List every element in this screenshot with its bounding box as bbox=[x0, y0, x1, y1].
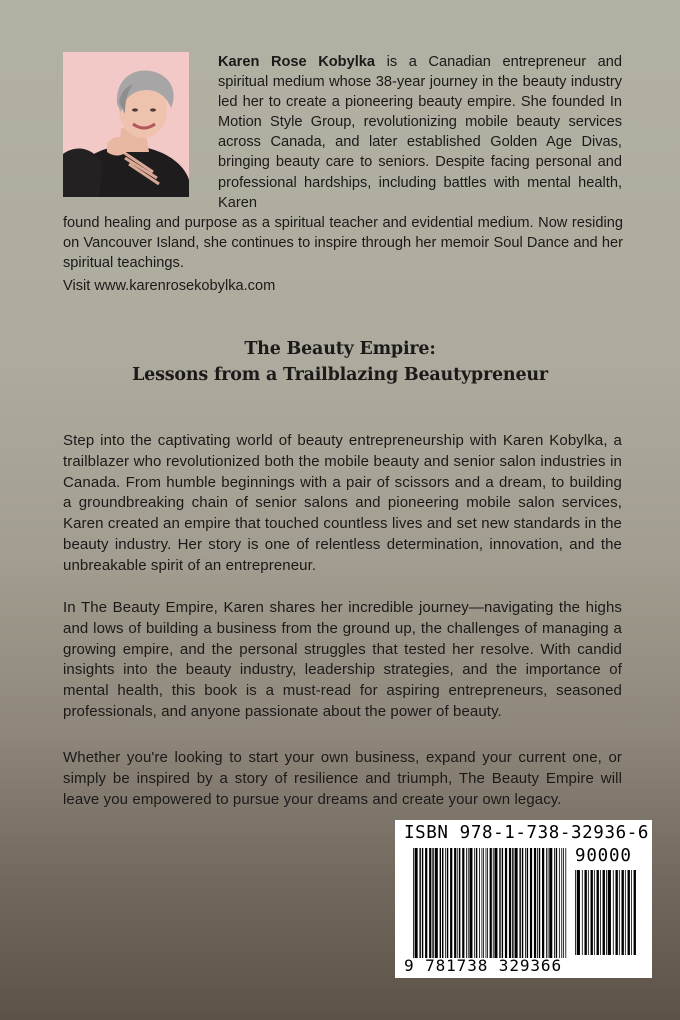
barcode-bar bbox=[628, 870, 630, 955]
barcode-bar bbox=[440, 848, 441, 958]
barcode-bar bbox=[413, 848, 414, 958]
barcode-bar bbox=[490, 848, 492, 958]
description-paragraph-1: Step into the captivating world of beauty entrepreneurship with Karen Kobylka, a trailblazer who revolutionized both the mobile beauty and senior salon industries in Canada. From humble beginnings with a pair of scissors and a dream, to building a groundbreaking chain of senior salons and pioneering mobile salon services, Karen created an empire that touched countless lives and set new standards in the beauty industry. Her story is one of relentless determination, innovation, and the unbreakable spirit of an entrepreneur. bbox=[63, 432, 622, 574]
isbn-label: ISBN 978-1-738-32936-6 bbox=[404, 823, 649, 843]
barcode-bar bbox=[486, 848, 487, 958]
barcode-bar bbox=[575, 870, 576, 955]
barcode-bar bbox=[509, 848, 511, 958]
description-paragraph-3: Whether you're looking to start your own business, expand your current one, or simply be inspired by a story of resilience and triumph, The Beauty Empire will leave you empowered to pursue your dreams and create your own legacy. bbox=[63, 749, 622, 808]
barcode-bar bbox=[468, 848, 469, 958]
barcode-bar bbox=[432, 848, 433, 958]
barcode-bar bbox=[546, 848, 547, 958]
barcode-bar bbox=[603, 870, 605, 955]
price-code: 90000 bbox=[575, 846, 632, 866]
barcode-bar bbox=[549, 848, 552, 958]
author-name: Karen Rose Kobylka bbox=[218, 54, 375, 70]
barcode-bar bbox=[493, 848, 494, 958]
barcode-bar bbox=[631, 870, 632, 955]
barcode-bar bbox=[561, 848, 562, 958]
ean-bars bbox=[413, 848, 567, 958]
barcode-bar bbox=[625, 870, 626, 955]
barcode-bar bbox=[588, 870, 589, 955]
barcode-bar bbox=[577, 870, 580, 955]
barcode-bar bbox=[419, 848, 420, 958]
barcode-bar bbox=[600, 870, 601, 955]
barcode-bar bbox=[594, 870, 595, 955]
barcode-bar bbox=[539, 848, 540, 958]
barcode-bar bbox=[429, 848, 431, 958]
barcode-bar bbox=[462, 848, 464, 958]
barcode-bar bbox=[530, 848, 532, 958]
barcode-bar bbox=[622, 870, 624, 955]
barcode-bar bbox=[548, 848, 549, 958]
barcode-bar bbox=[615, 870, 617, 955]
book-title: The Beauty Empire: bbox=[244, 339, 436, 359]
barcode-bar bbox=[613, 870, 614, 955]
barcode-bar bbox=[454, 848, 456, 958]
barcode-bar bbox=[469, 848, 472, 958]
book-subtitle: Lessons from a Trailblazing Beautypreneur bbox=[132, 365, 548, 385]
barcode-bar bbox=[537, 848, 538, 958]
barcode-bar bbox=[634, 870, 636, 955]
barcode-bar bbox=[554, 848, 555, 958]
ean-digits: 9 781738 329366 bbox=[404, 956, 562, 975]
barcode-bar bbox=[422, 848, 423, 958]
barcode-bar bbox=[608, 870, 611, 955]
barcode-bar bbox=[450, 848, 452, 958]
barcode-bar bbox=[445, 848, 446, 958]
barcode-bar bbox=[542, 848, 544, 958]
website-line: Visit www.karenrosekobylka.com bbox=[63, 278, 276, 294]
barcode-bar bbox=[425, 848, 427, 958]
barcode-bar bbox=[487, 848, 488, 958]
barcode-bar bbox=[442, 848, 443, 958]
barcode-bar bbox=[525, 848, 526, 958]
author-bio-lead bbox=[218, 52, 622, 213]
barcode-bar bbox=[527, 848, 528, 958]
barcode-bar bbox=[563, 848, 564, 958]
barcode-bar bbox=[597, 870, 599, 955]
barcode-bar bbox=[435, 848, 438, 958]
isbn-barcode bbox=[395, 820, 652, 978]
barcode-bar bbox=[479, 848, 480, 958]
barcode-bar bbox=[515, 848, 518, 958]
barcode-bar bbox=[565, 848, 566, 958]
barcode-bar bbox=[466, 848, 467, 958]
description-paragraph-2: In The Beauty Empire, Karen shares her incredible journey—navigating the highs and lows of building a business from the ground up, the challenges of managing a growing empire, and the personal struggles that tested her resolve. With candid insights into the beauty industry, leadership strategies, and the importance of mental health, this book is a must-read for aspiring entrepreneurs, seasoned professionals, and anyone passionate about the power of beauty. bbox=[63, 599, 622, 720]
barcode-bar bbox=[494, 848, 497, 958]
barcode-bar bbox=[502, 848, 503, 958]
barcode-bar bbox=[476, 848, 477, 958]
addon-bars bbox=[575, 870, 637, 955]
barcode-bar bbox=[512, 848, 513, 958]
barcode-bar bbox=[483, 848, 484, 958]
barcode-bar bbox=[556, 848, 557, 958]
barcode-bar bbox=[591, 870, 593, 955]
barcode-bar bbox=[482, 848, 483, 958]
barcode-bar bbox=[522, 848, 523, 958]
barcode-bar bbox=[474, 848, 475, 958]
barcode-bar bbox=[505, 848, 507, 958]
author-bio-lead-text: is a Canadian entrepreneur and spiritual medium whose 38-year journey in the beauty industry led her to create a pioneering beauty empire. She founded In Motion Style Group, revolutionizing mobile beauty services across Canada, and later established Golden Age Divas, bringing beauty care to seniors. Despite facing personal and professional hardships, including battles with mental health, Karen bbox=[218, 54, 622, 211]
barcode-bar bbox=[584, 870, 586, 955]
barcode-bar bbox=[459, 848, 460, 958]
barcode-bar bbox=[519, 848, 520, 958]
barcode-bar bbox=[606, 870, 607, 955]
author-photo bbox=[63, 52, 189, 197]
barcode-bar bbox=[447, 848, 448, 958]
barcode-bar bbox=[559, 848, 560, 958]
barcode-bar bbox=[415, 848, 418, 958]
barcode-bar bbox=[534, 848, 536, 958]
barcode-bar bbox=[457, 848, 458, 958]
author-bio-tail: found healing and purpose as a spiritual teacher and evidential medium. Now residing on Vancouver Island, she continues to inspire through her memoir Soul Dance and her spiritual teachings. bbox=[63, 215, 623, 272]
barcode-bar bbox=[619, 870, 620, 955]
barcode-bar bbox=[499, 848, 500, 958]
barcode-bar bbox=[582, 870, 583, 955]
